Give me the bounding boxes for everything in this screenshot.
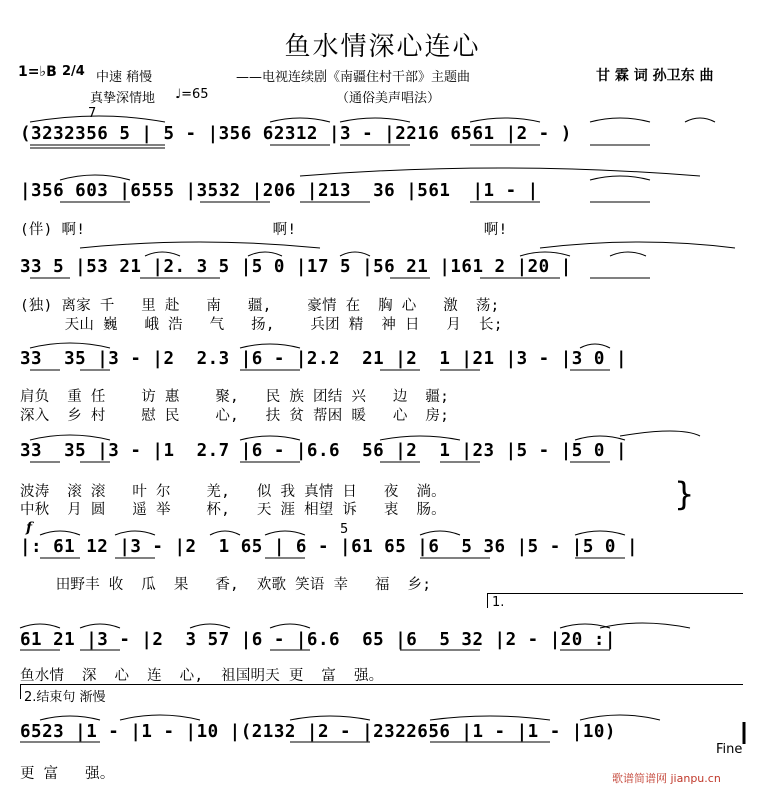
volta-1-bracket bbox=[487, 593, 743, 608]
key-signature: 1=♭B bbox=[18, 64, 57, 80]
lyric-line-7a: 鱼水情 深 心 连 心, 祖国明天 更 富 强。 bbox=[20, 668, 384, 684]
lyric-line-3b: 天山 巍 峨 浩 气 扬, 兵团 精 神 日 月 长; bbox=[20, 317, 503, 333]
tuplet-number: 7 bbox=[88, 106, 97, 121]
score-line-6: |: 61 12 |3 - |2 1 65 | 6 - |61 65 |6 5 36 |5 - |5 0 | bbox=[20, 537, 639, 557]
score-line-7: 61 21 |3 - |2 3 57 |6 - |6.6 65 |6 5 32 |2 - |20 :| bbox=[20, 630, 616, 650]
lyric-line-5a: 波涛 滚 滚 叶 尔 羌, 似 我 真情 日 夜 淌。 bbox=[20, 484, 446, 500]
expression-text: 真挚深情地 bbox=[90, 91, 156, 106]
verse-brace: } bbox=[674, 475, 695, 513]
watermark: 歌谱简谱网 jianpu.cn bbox=[612, 772, 721, 785]
style-text: （通俗美声唱法） bbox=[336, 91, 441, 106]
time-signature: 2/4 bbox=[62, 64, 85, 79]
lyric-line-8a: 更 富 强。 bbox=[20, 766, 115, 782]
grace-note: 5 bbox=[340, 522, 349, 537]
lyric-line-4a: 肩负 重 任 访 惠 聚, 民 族 团结 兴 边 疆; bbox=[20, 389, 450, 405]
lyric-line-3a: (独) 离家 千 里 赴 南 疆, 豪情 在 胸 心 激 荡; bbox=[20, 298, 500, 314]
volta-2-label: 2.结束句 渐慢 bbox=[24, 690, 106, 705]
lyric-line-2a: (伴) 啊! 啊! 啊! bbox=[20, 222, 508, 238]
score-line-1: (3232356 5 | 5 - |356 62312 |3 - |2216 6561 |2 - ) bbox=[20, 124, 572, 144]
lyric-line-6a: 田野丰 收 瓜 果 香, 欢歌 笑语 幸 福 乡; bbox=[20, 577, 432, 593]
score-line-3: 33 5 |53 21 |2. 3 5 |5 0 |17 5 |56 21 |161 2 |20 | bbox=[20, 257, 572, 277]
score-line-2: |356 603 |6555 |3532 |206 |213 36 |561 |1 - | bbox=[20, 181, 539, 201]
score-line-8: 6523 |1 - |1 - |10 |(2132 |2 - |2322656 |1 - |1 - |10) bbox=[20, 722, 616, 742]
metronome: ♩=65 bbox=[175, 87, 209, 102]
score-line-5: 33 35 |3 - |1 2.7 |6 - |6.6 56 |2 1 |23 |5 - |5 0 | bbox=[20, 441, 627, 461]
score-line-4: 33 35 |3 - |2 2.3 |6 - |2.2 21 |2 1 |21 |3 - |3 0 | bbox=[20, 349, 627, 369]
song-title: 鱼水情深心连心 bbox=[284, 32, 481, 62]
source-text: ——电视连续剧《南疆住村干部》主题曲 bbox=[236, 70, 471, 85]
fine-mark: Fine bbox=[716, 742, 743, 757]
volta-1-label: 1. bbox=[492, 595, 505, 610]
dynamic-mark: f bbox=[26, 520, 33, 536]
tempo-text: 中速 稍慢 bbox=[96, 70, 153, 85]
lyric-line-4b: 深入 乡 村 慰 民 心, 扶 贫 帮困 暖 心 房; bbox=[20, 408, 450, 424]
volta-2-bracket bbox=[20, 684, 743, 699]
lyric-line-5b: 中秋 月 圆 遥 举 杯, 天 涯 相望 诉 衷 肠。 bbox=[20, 502, 446, 518]
credits: 甘 霖 词 孙卫东 曲 bbox=[596, 68, 714, 84]
